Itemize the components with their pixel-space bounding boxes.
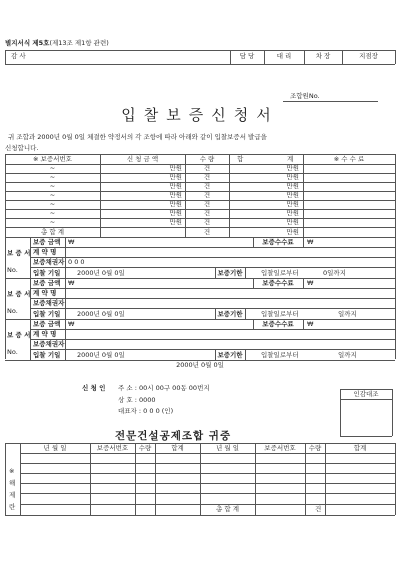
bond-3-label: 보 증 서 (7, 331, 31, 339)
row-1-amount: 만원 (169, 164, 182, 172)
col-request-amount: 신 청 금 액 (126, 155, 159, 163)
col-fee: ※ 수 수 료 (333, 155, 365, 163)
row-6-no: ~ (49, 209, 56, 217)
summary-total-qty: 건 (203, 228, 211, 236)
bond-1-fee-label: 보증수수료 (262, 238, 294, 246)
applicant-company: 상 호 : 0000 (118, 396, 156, 404)
addressee: 전문건설공제조합 귀중 (115, 430, 232, 442)
row-2-total: 만원 (286, 173, 299, 181)
row-3-no: ~ (49, 182, 56, 190)
bond-1-period-end: 0일까지 (323, 269, 346, 277)
row-4-total: 만원 (286, 191, 299, 199)
row-3-total: 만원 (286, 182, 299, 190)
row-7-qty: 건 (203, 218, 211, 226)
approval-row (5, 50, 395, 64)
bond-3-amount-label: 보증 금액 (33, 320, 61, 328)
bond-2-fee-label: 보증수수료 (262, 279, 294, 287)
bond-1-amount-label: 보증 금액 (33, 238, 61, 246)
rc-col-date-2: 년 월 일 (216, 444, 239, 452)
seal-check-label: 인감대조 (353, 390, 379, 398)
intro-line-1: 귀 조합과 2000년 0월 0일 체결한 약정서의 각 조항에 따라 아래와 같이 입찰보증서 발급을 (8, 133, 267, 141)
row-4-no: ~ (49, 191, 56, 199)
row-5-no: ~ (49, 200, 56, 208)
bond-3-creditor-label: 보증채권자 (33, 340, 65, 348)
row-2-qty: 건 (203, 173, 211, 181)
row-1-total: 만원 (286, 164, 299, 172)
bond-2-fee-value: ₩ (307, 279, 314, 287)
applicant-representative: 대표자 : 0 0 0 (인) (118, 407, 174, 415)
summary-total-amount: 만원 (286, 228, 299, 236)
bond-3-no: No. (7, 348, 18, 356)
bond-2-no: No. (7, 307, 18, 315)
form-reference-rest: (제13조 제1항 관련) (49, 39, 109, 47)
cancellation-table (5, 443, 395, 526)
summary-total-label: 총 합 계 (41, 228, 64, 236)
bond-1-period-value: 입찰일로부터 (261, 269, 299, 277)
bond-2-date-label: 입찰 기일 (33, 310, 61, 318)
rc-total-label: 총 합 계 (216, 505, 239, 513)
rc-col-sum-1: 합계 (171, 444, 184, 452)
bond-3-fee-value: ₩ (307, 320, 314, 328)
rc-total-unit: 건 (315, 505, 322, 513)
bond-1-fee-value: ₩ (307, 238, 314, 246)
col-bond-number: ※ 보증서번호 (33, 155, 72, 163)
rc-col-qty-2: 수량 (308, 444, 322, 452)
approval-branch-head: 지점장 (359, 52, 378, 60)
bond-section-1 (5, 237, 395, 278)
form-reference (5, 40, 109, 47)
bond-2-creditor-label: 보증채권자 (33, 299, 65, 307)
bond-1-date-value: 2000년 0월 0일 (77, 269, 125, 277)
applicant-address: 주 소 : 00시 00구 00동 00번지 (118, 384, 210, 392)
bond-1-creditor-label: 보증채권자 (33, 258, 65, 266)
bond-1-label: 보 증 서 (7, 249, 31, 257)
approval-deputy: 차 장 (315, 52, 331, 60)
page-title: 입찰보증신청서 (121, 106, 279, 124)
bond-2-period-label: 보증기한 (217, 310, 243, 318)
applicant-label: 신 청 인 (82, 384, 106, 392)
audit-label: 감 사 (11, 52, 26, 60)
row-2-amount: 만원 (169, 173, 182, 181)
rc-col-date-1: 년 월 일 (43, 444, 67, 452)
seal-check-box (340, 389, 392, 436)
rc-col-sum-2: 합계 (353, 444, 367, 452)
row-7-total: 만원 (286, 218, 299, 226)
bond-3-date-value: 2000년 0월 0일 (77, 351, 125, 359)
row-2-no: ~ (49, 173, 56, 181)
form-reference-bold: 별지서식 제5호 (5, 39, 50, 47)
bond-1-date-label: 입찰 기일 (33, 269, 61, 277)
bond-section-2 (5, 278, 395, 319)
row-3-qty: 건 (203, 182, 211, 190)
rc-col-qty-1: 수량 (138, 444, 152, 452)
intro-line-2: 신청합니다. (5, 144, 39, 152)
col-sum-b: 계 (287, 155, 294, 163)
bond-3-amount-value: ₩ (68, 320, 75, 328)
bond-1-no: No. (7, 266, 18, 274)
bond-2-date-value: 2000년 0월 0일 (77, 310, 125, 318)
row-6-total: 만원 (286, 209, 299, 217)
rc-col-bondno-2: 보증서번호 (264, 444, 296, 452)
bond-2-contract-label: 계 약 명 (33, 289, 57, 297)
row-5-total: 만원 (286, 200, 299, 208)
bond-3-period-value: 입찰일로부터 (261, 351, 299, 359)
row-1-no: ~ (49, 164, 56, 172)
row-7-no: ~ (49, 218, 56, 226)
bond-3-date-label: 입찰 기일 (33, 351, 61, 359)
bond-3-period-end: 일까지 (338, 351, 357, 359)
bond-3-fee-label: 보증수수료 (262, 320, 294, 328)
application-date: 2000년 0월 0일 (176, 361, 224, 369)
bond-1-amount-value: ₩ (68, 238, 75, 246)
row-1-qty: 건 (203, 164, 211, 172)
bond-2-label: 보 증 서 (7, 290, 31, 298)
approval-assistant: 대 리 (276, 52, 292, 60)
bond-3-period-label: 보증기한 (217, 351, 243, 359)
approval-manager: 담 당 (239, 52, 255, 60)
bond-2-period-value: 입찰일로부터 (261, 310, 299, 318)
row-4-amount: 만원 (169, 191, 182, 199)
row-5-qty: 건 (203, 200, 211, 208)
row-6-qty: 건 (203, 209, 211, 217)
bond-section-3 (5, 319, 395, 360)
bond-1-creditor-value: 0 0 0 (68, 258, 85, 266)
row-6-amount: 만원 (169, 209, 182, 217)
rc-col-bondno-1: 보증서번호 (96, 444, 129, 452)
bond-1-contract-label: 계 약 명 (33, 248, 57, 256)
row-5-amount: 만원 (169, 200, 182, 208)
row-3-amount: 만원 (169, 182, 182, 190)
col-sum-a: 합 (237, 155, 244, 163)
bond-1-period-label: 보증기한 (217, 269, 243, 277)
bond-2-amount-label: 보증 금액 (33, 279, 61, 287)
row-7-amount: 만원 (169, 218, 182, 226)
bond-2-period-end: 일까지 (338, 310, 357, 318)
cancellation-side-label: ※ 해 제 란 (9, 467, 16, 511)
col-quantity: 수 량 (199, 155, 215, 163)
bond-3-contract-label: 계 약 명 (33, 330, 57, 338)
row-4-qty: 건 (203, 191, 211, 199)
cert-no-label: 조합원No. (290, 92, 320, 100)
bond-2-amount-value: ₩ (68, 279, 75, 287)
